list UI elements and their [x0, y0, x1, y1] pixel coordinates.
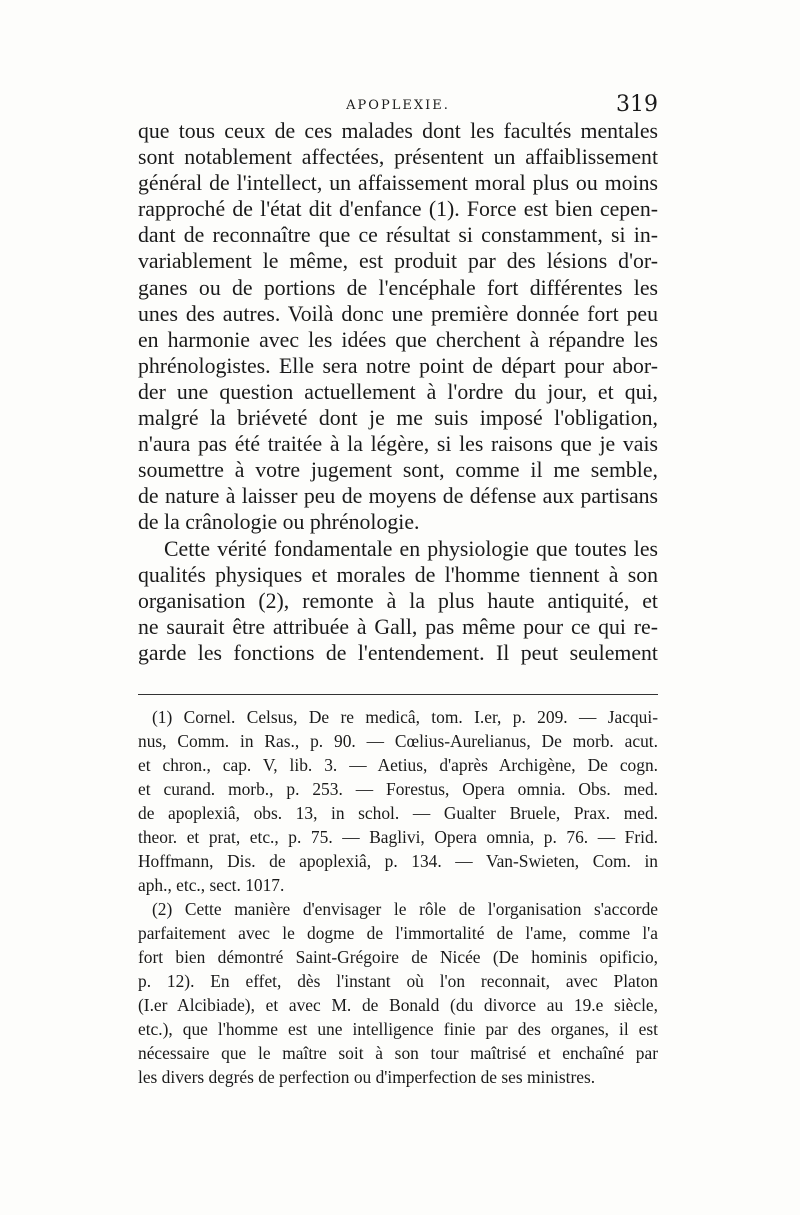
footnote-line: et curand. morb., p. 253. — Forestus, Opera omnia. Obs. med.: [138, 779, 658, 799]
footnote-line: fort bien démontré Saint-Grégoire de Nicée (De hominis opificio,: [138, 947, 658, 967]
body-line: général de l'intellect, un affaissement moral plus ou moins: [138, 171, 658, 196]
running-head: [138, 92, 658, 116]
footnote-line: (I.er Alcibiade), et avec M. de Bonald (du divorce au 19.e siècle,: [138, 995, 658, 1015]
body-line: rapproché de l'état dit d'enfance (1). Force est bien cepen-: [138, 197, 658, 222]
footnote-line: theor. et prat, etc., p. 75. — Baglivi, Opera omnia, p. 76. — Frid.: [138, 827, 658, 847]
body-line: que tous ceux de ces malades dont les facultés mentales: [138, 119, 658, 143]
body-line: soumettre à votre jugement sont, comme il me semble,: [138, 458, 658, 483]
footnote-line: aph., etc., sect. 1017.: [138, 875, 285, 895]
footnote-line: nécessaire que le maître soit à son tour maîtrisé et enchaîné par: [138, 1043, 658, 1063]
body-line: organisation (2), remonte à la plus haute antiquité, et: [138, 588, 658, 613]
body-line: garde les fonctions de l'entendement. Il peut seulement: [138, 640, 658, 665]
body-line: n'aura pas été traitée à la légère, si les raisons que je vais: [138, 432, 658, 457]
body-line: ganes ou de portions de l'encéphale fort différentes les: [138, 275, 658, 300]
body-line: en harmonie avec les idées que cherchent à répandre les: [138, 327, 658, 352]
footnote-line: de apoplexiâ, obs. 13, in schol. — Gualter Bruele, Prax. med.: [138, 803, 658, 823]
footnote-line: et chron., cap. V, lib. 3. — Aetius, d'après Archigène, De cogn.: [138, 755, 658, 775]
footnote-line: etc.), que l'homme est une intelligence finie par des organes, il est: [138, 1019, 658, 1039]
body-line: unes des autres. Voilà donc une première donnée fort peu: [138, 301, 658, 326]
body-line: malgré la briéveté dont je me suis imposé l'obligation,: [138, 406, 658, 431]
page-number: 319: [616, 92, 658, 117]
footnote-line: Hoffmann, Dis. de apoplexiâ, p. 134. — Van-Swieten, Com. in: [138, 851, 658, 871]
footnote-divider: [138, 694, 658, 695]
body-line: de la crânologie ou phrénologie.: [138, 510, 420, 535]
footnote-line: nus, Comm. in Ras., p. 90. — Cœlius-Aurelianus, De morb. acut.: [138, 731, 658, 751]
body-line: Cette vérité fondamentale en physiologie que toutes les: [164, 536, 658, 561]
body-text: [138, 118, 658, 666]
body-line: ne saurait être attribuée à Gall, pas même pour ce qui re-: [138, 614, 658, 639]
body-line: phrénologistes. Elle sera notre point de départ pour abor-: [138, 353, 658, 378]
footnote-line: les divers degrés de perfection ou d'imperfection de ses ministres.: [138, 1067, 596, 1087]
footnotes: [138, 705, 658, 1089]
body-line: de nature à laisser peu de moyens de défense aux partisans: [138, 484, 658, 509]
footnote-line: (1) Cornel. Celsus, De re medicâ, tom. I.er, p. 209. — Jacqui-: [152, 707, 658, 727]
running-title: APOPLEXIE.: [346, 98, 450, 113]
body-line: sont notablement affectées, présentent un affaiblissement: [138, 145, 658, 170]
footnote-line: p. 12). En effet, dès l'instant où l'on reconnait, avec Platon: [138, 971, 658, 991]
body-line: qualités physiques et morales de l'homme tiennent à son: [138, 562, 658, 587]
footnote-line: (2) Cette manière d'envisager le rôle de l'organisation s'accorde: [152, 899, 658, 919]
body-line: variablement le même, est produit par des lésions d'or-: [138, 249, 658, 274]
body-line: der une question actuellement à l'ordre du jour, et qui,: [138, 379, 658, 404]
body-line: dant de reconnaître que ce résultat si constamment, si in-: [138, 223, 658, 248]
footnote-line: parfaitement avec le dogme de l'immortalité de l'ame, comme l'a: [138, 923, 658, 943]
